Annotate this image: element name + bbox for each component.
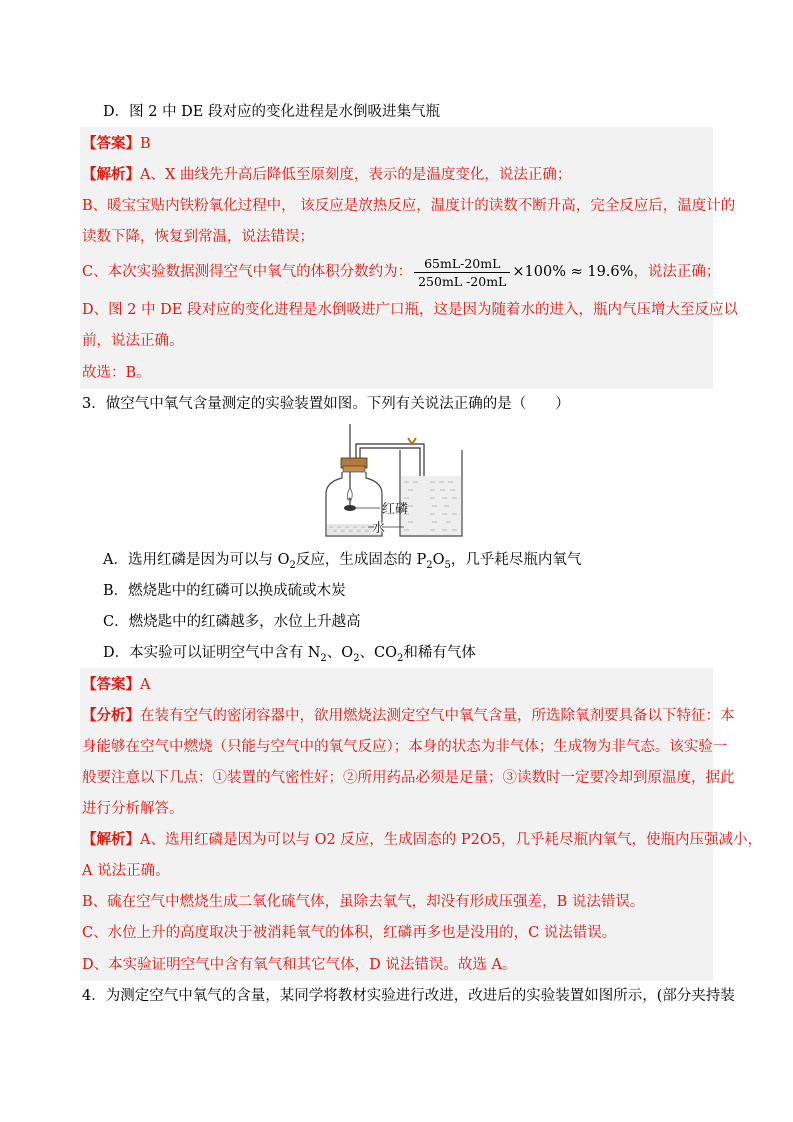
label-water: 水 — [372, 521, 386, 536]
q2-analysis-b-line1: B、暖宝宝贴内铁粉氧化过程中， 该反应是放热反应，温度计的读数不断升高，完全反应后，温度计的 — [82, 198, 736, 214]
q2-analysis-d-line2: 前，说法正确。 — [82, 333, 184, 349]
q3-option-c: C．燃烧匙中的红磷越多，水位上升越高 — [103, 614, 361, 630]
q3-analysis-b: B、硫在空气中燃烧生成二氧化硫气体，虽除去氧气，却没有形成压强差，B 说法错误。 — [82, 894, 645, 910]
flame-icon — [347, 488, 352, 500]
q2-conclusion: 故选：B。 — [82, 365, 151, 381]
fraction-denominator: 250mL -20mL — [418, 273, 507, 289]
analysis-c-suffix: ，说法正确； — [633, 264, 721, 280]
subscript: 2 — [320, 652, 327, 664]
q3-fenxi-line3: 般要注意以下几点：①装置的气密性好；②所用药品必须是足量；③读数时一定要冷却到原温度，据此 — [82, 770, 735, 786]
q2-analysis-b-line2: 读数下降，恢复到常温，说法错误； — [82, 229, 314, 245]
q3-analysis-a-line1 — [82, 830, 762, 850]
answer-value: A — [140, 677, 151, 693]
answer-tag: 【答案】 — [82, 676, 140, 693]
subscript: 2 — [397, 652, 404, 664]
q3-answer — [82, 675, 150, 695]
q3-fenxi-line1 — [82, 706, 735, 726]
option-d-part: 、O — [326, 645, 354, 661]
analysis-text: A、X 曲线先升高后降低至原刻度，表示的是温度变化，说法正确； — [140, 167, 572, 183]
q3-option-d — [103, 643, 476, 669]
subscript: 2 — [426, 559, 433, 571]
analysis-text: A、选用红磷是因为可以与 O2 反应，生成固态的 P2O5，几乎耗尽瓶内氧气，使瓶内压强减小， — [140, 832, 763, 848]
option-a-part: 反应，生成固态的 P — [295, 552, 427, 568]
option-a-part: ，几乎耗尽瓶内氧气 — [450, 552, 582, 568]
subscript: 2 — [289, 559, 296, 571]
q3-analysis-d: D、本实验证明空气中含有氧气和其它气体，D 说法错误。故选 A。 — [82, 957, 517, 973]
q2-analysis-c — [82, 255, 720, 289]
label-phosphorus: 红磷 — [382, 502, 409, 517]
option-d-part: D．本实验可以证明空气中含有 N — [103, 645, 321, 661]
option-d-part: 、CO — [359, 645, 398, 661]
answer-tag: 【答案】 — [82, 135, 140, 152]
analysis-tag: 【解析】 — [82, 166, 140, 183]
fraction — [414, 256, 510, 289]
q3-option-a — [103, 550, 581, 576]
option-a-part: O — [432, 552, 445, 568]
q3-fenxi-line4: 进行分析解答。 — [82, 801, 184, 817]
answer-value: B — [140, 136, 151, 152]
analysis-tag: 【解析】 — [82, 831, 140, 848]
fraction-tail: ×100% ≈ 19.6% — [512, 264, 634, 280]
fraction-numerator: 65mL-20mL — [414, 256, 510, 273]
apparatus-figure — [320, 420, 470, 542]
q4-stem: 4．为测定空气中氧气的含量，某同学将教材实验进行改进，改进后的实验装置如图所示，(部分夹持装 — [82, 988, 735, 1004]
q3-analysis-a-line2: A 说法正确。 — [82, 863, 170, 879]
fenxi-tag: 【分析】 — [82, 707, 140, 724]
option-d-part: 和稀有气体 — [403, 645, 476, 661]
subscript: 2 — [353, 652, 360, 664]
q2-analysis-d-line1: D、图 2 中 DE 段对应的变化进程是水倒吸进广口瓶，这是因为随着水的进入，瓶内气压增大至反应以 — [82, 302, 738, 318]
q3-stem: 3．做空气中氧气含量测定的实验装置如图。下列有关说法正确的是（ ） — [82, 396, 570, 412]
clamp-icon — [408, 438, 416, 444]
q2-analysis-a — [82, 165, 571, 185]
q2-option-d: D．图 2 中 DE 段对应的变化进程是水倒吸进集气瓶 — [103, 104, 440, 120]
analysis-c-prefix: C、本次实验数据测得空气中氧气的体积分数约为： — [82, 264, 413, 280]
q3-option-b: B．燃烧匙中的红磷可以换成硫或木炭 — [103, 583, 346, 599]
q3-analysis-c: C、水位上升的高度取决于被消耗氧气的体积，红磷再多也是没用的，C 说法错误。 — [82, 925, 617, 941]
option-a-part: A．选用红磷是因为可以与 O — [103, 552, 290, 568]
subscript: 5 — [444, 559, 451, 571]
q3-fenxi-line2: 身能够在空气中燃烧（只能与空气中的氧气反应）；本身的状态为非气体；生成物为非气态。该实验一 — [82, 739, 728, 755]
combustion-spoon — [344, 505, 356, 511]
fenxi-text: 在装有空气的密闭容器中，欲用燃烧法测定空气中氧气含量，所选除氧剂要具备以下特征：本 — [140, 708, 735, 724]
q2-answer — [82, 134, 151, 154]
